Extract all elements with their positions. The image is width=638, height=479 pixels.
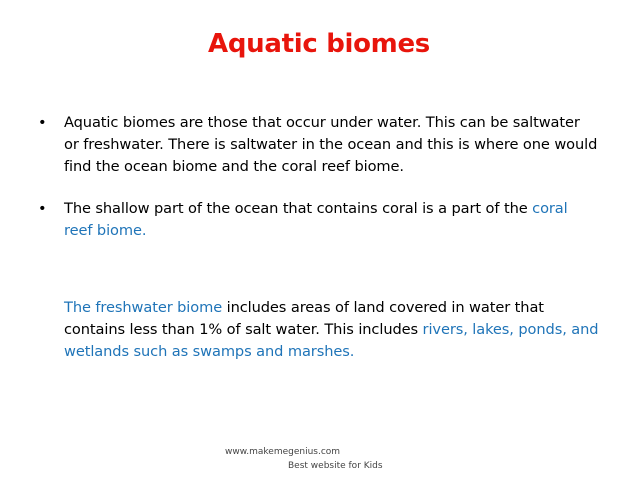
footer-url: www.makemegenius.com [225, 447, 341, 457]
freshwater-text: includes areas of land covered in water that contains less than 1% of salt water. This includes [64, 299, 544, 338]
bullet-text: Aquatic biomes are those that occur under water. This can be saltwater or freshwater. There is saltwater in the ocean and this is where one would find the ocean biome and the coral reef biome. [64, 114, 598, 175]
bullet-text: The shallow part of the ocean that contains coral is a part of the [64, 200, 533, 217]
slide-title: Aquatic biomes [208, 29, 430, 59]
freshwater-paragraph [64, 297, 599, 363]
water-bodies-link[interactable]: rivers, lakes, ponds, and wetlands such as swamps and marshes. [64, 321, 599, 360]
bullet-item-aquatic-biomes [38, 112, 598, 178]
bullet-list [38, 112, 598, 242]
bullet-dot-icon: • [38, 200, 47, 217]
footer-tagline: Best website for Kids [288, 461, 383, 471]
bullet-dot-icon: • [38, 114, 47, 131]
coral-reef-biome-link[interactable]: coral reef biome. [64, 200, 568, 239]
freshwater-biome-link[interactable]: The freshwater biome [64, 299, 223, 316]
bullet-item-coral-reef [38, 198, 598, 242]
